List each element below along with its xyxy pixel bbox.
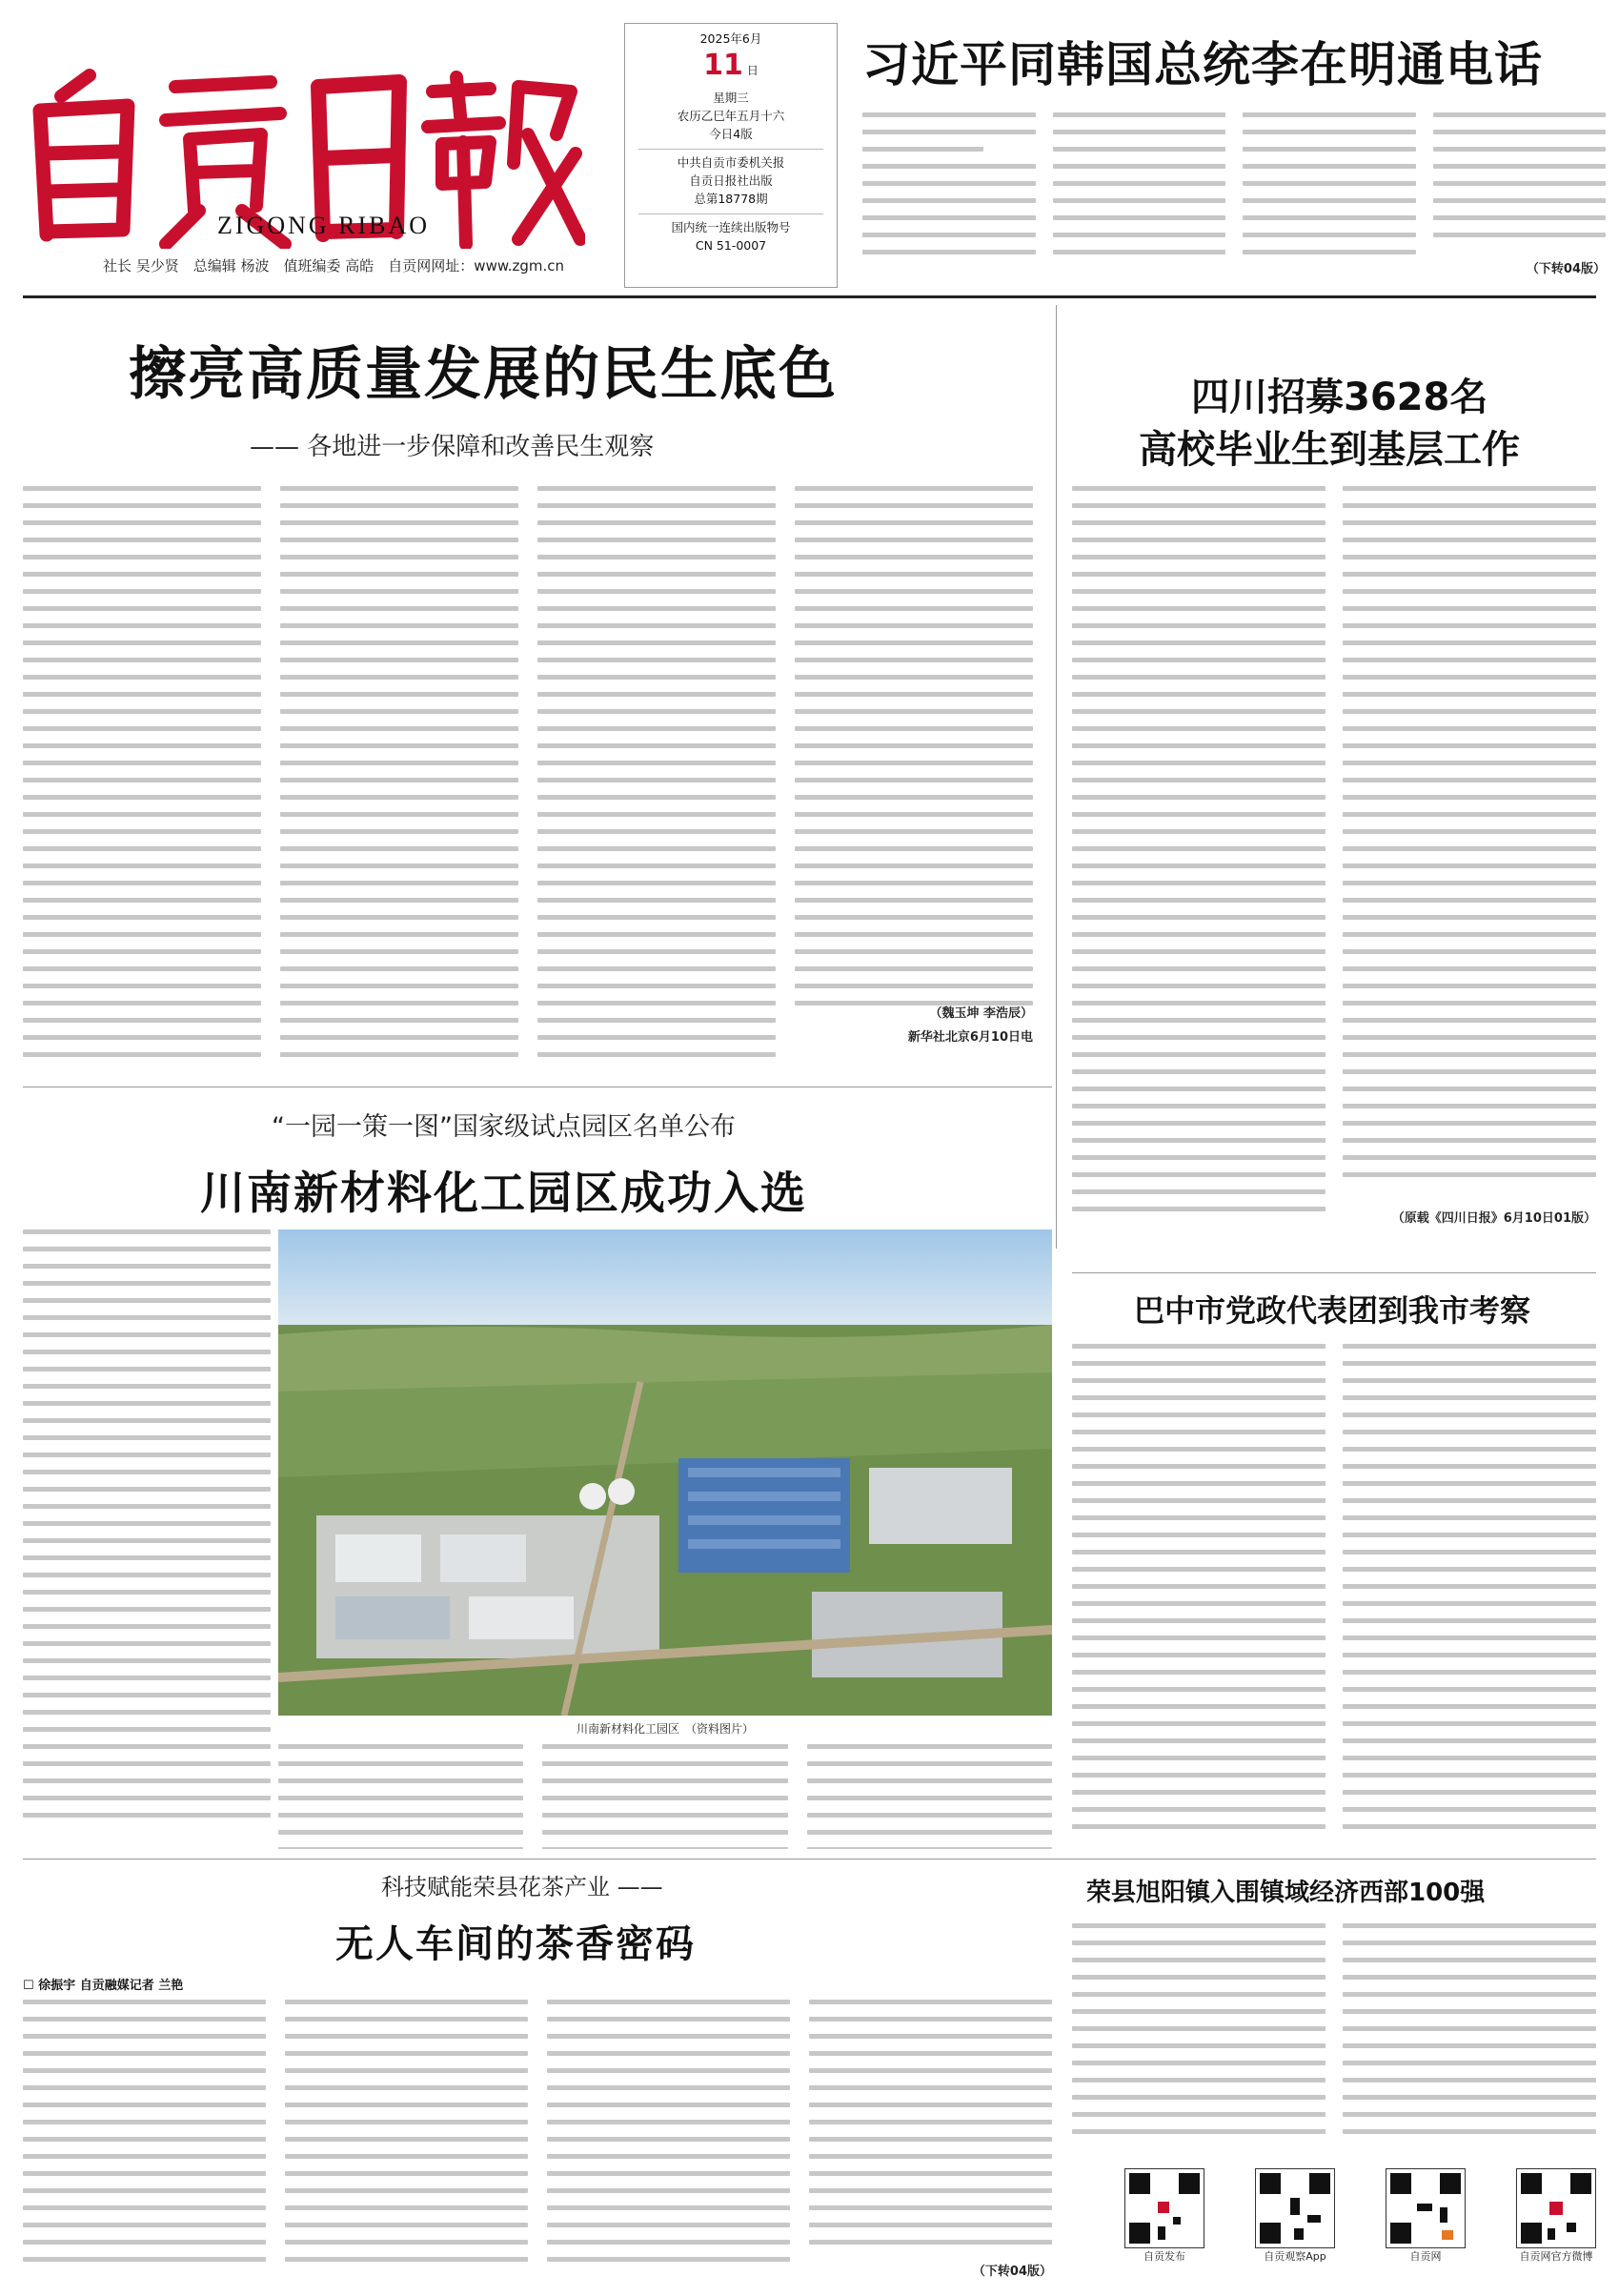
masthead-rule — [23, 295, 1596, 298]
tea-body — [23, 2000, 1052, 2281]
issue-info-box — [624, 23, 838, 288]
qr-block-1 — [1124, 2168, 1204, 2264]
rongxian-headline: 荣县旭阳镇入围镇域经济西部100强 — [1086, 1879, 1486, 1907]
issue-day — [625, 48, 837, 89]
rongxian-body — [1072, 1923, 1596, 2152]
issue-day-number: 11 — [703, 49, 743, 82]
top-story-body — [862, 112, 1606, 282]
qr-code-icon[interactable] — [1255, 2168, 1335, 2248]
park-headline: 川南新材料化工园区成功入选 — [200, 1168, 807, 1220]
issue-year-month: 2025年6月 — [699, 31, 762, 46]
bazhong-body — [1072, 1344, 1596, 1849]
feature-col-4 — [795, 486, 1033, 1077]
sichuan-body — [1072, 486, 1596, 1239]
issue-cn-label: 国内统一连续出版物号 — [671, 220, 791, 234]
qr-code-icon[interactable] — [1386, 2168, 1466, 2248]
qr-block-2 — [1255, 2168, 1335, 2264]
infobox-divider — [638, 149, 823, 150]
feature-sign-off: （魏玉坤 李浩辰） — [929, 1006, 1033, 1021]
qr-code-icon[interactable] — [1516, 2168, 1596, 2248]
qr-label: 自贡发布 — [1143, 2250, 1185, 2263]
feature-body — [23, 486, 1033, 1077]
qr-code-icon[interactable] — [1124, 2168, 1204, 2248]
top-story-continue-note: （下转04版） — [1526, 262, 1606, 276]
section-divider — [1072, 1272, 1596, 1273]
feature-col-1 — [23, 486, 261, 1077]
qr-block-3 — [1386, 2168, 1466, 2264]
park-photo-caption: 川南新材料化工园区 （资料图片） — [576, 1722, 754, 1736]
top-story-col-4 — [1433, 112, 1607, 282]
tea-continue-note: （下转04版） — [972, 2265, 1052, 2279]
top-story-headline: 习近平同韩国总统李在明通电话 — [862, 37, 1543, 92]
tea-byline: ☐ 徐振宇 自贡融媒记者 兰艳 — [23, 1979, 184, 1993]
issue-publisher: 自贡日报社出版 — [689, 173, 773, 188]
tea-kicker: 科技赋能荣县花茶产业 —— — [381, 1874, 663, 1900]
feature-headline: 擦亮高质量发展的民生底色 — [129, 341, 838, 408]
issue-day-suffix: 日 — [746, 64, 759, 77]
feature-subheadline: —— 各地进一步保障和改善民生观察 — [250, 433, 655, 461]
top-story-col-1 — [862, 112, 1036, 282]
column-divider — [1056, 305, 1057, 1249]
issue-lunar-date: 农历乙巳年五月十六 — [677, 109, 785, 123]
infobox-divider — [638, 213, 823, 214]
feature-agency: 新华社北京6月10日电 — [907, 1030, 1033, 1045]
masthead-pinyin: ZIGONG RIBAO — [217, 212, 431, 239]
issue-weekday: 星期三 — [713, 91, 749, 105]
sichuan-col-2 — [1343, 486, 1596, 1239]
qr-label: 自贡网 — [1409, 2250, 1442, 2263]
sichuan-source-note: （原载《四川日报》6月10日01版） — [1391, 1211, 1596, 1226]
issue-serial: 总第18778期 — [694, 192, 768, 206]
bazhong-headline: 巴中市党政代表团到我市考察 — [1134, 1292, 1531, 1329]
park-kicker: “一园一策一图”国家级试点园区名单公布 — [272, 1112, 736, 1142]
park-aerial-photo-image — [278, 1229, 1052, 1716]
sichuan-headline-line-2: 高校毕业生到基层工作 — [1139, 428, 1520, 472]
issue-cn-number: CN 51-0007 — [695, 238, 767, 253]
masthead-credits: 社长 吴少贤 总编辑 杨波 值班编委 高皓 自贡网网址：www.zgm.cn — [103, 257, 565, 274]
issue-page-count: 今日4版 — [709, 127, 753, 141]
park-aerial-photo — [278, 1229, 1052, 1716]
qr-label: 自贡网官方微博 — [1519, 2250, 1593, 2263]
sichuan-headline-line-1: 四川招募3628名 — [1191, 376, 1488, 419]
qr-code-row — [1124, 2168, 1596, 2264]
top-story-col-2 — [1053, 112, 1226, 282]
tea-headline: 无人车间的茶香密码 — [335, 1922, 696, 1966]
park-body-col-1 — [23, 1229, 271, 1839]
qr-label: 自贡观察App — [1264, 2250, 1326, 2263]
feature-col-3 — [537, 486, 776, 1077]
park-body-lower — [278, 1744, 1052, 1849]
qr-block-4 — [1516, 2168, 1596, 2264]
sichuan-col-1 — [1072, 486, 1326, 1239]
feature-col-2 — [280, 486, 518, 1077]
issue-sponsor: 中共自贡市委机关报 — [677, 155, 785, 170]
top-story-col-3 — [1243, 112, 1416, 282]
